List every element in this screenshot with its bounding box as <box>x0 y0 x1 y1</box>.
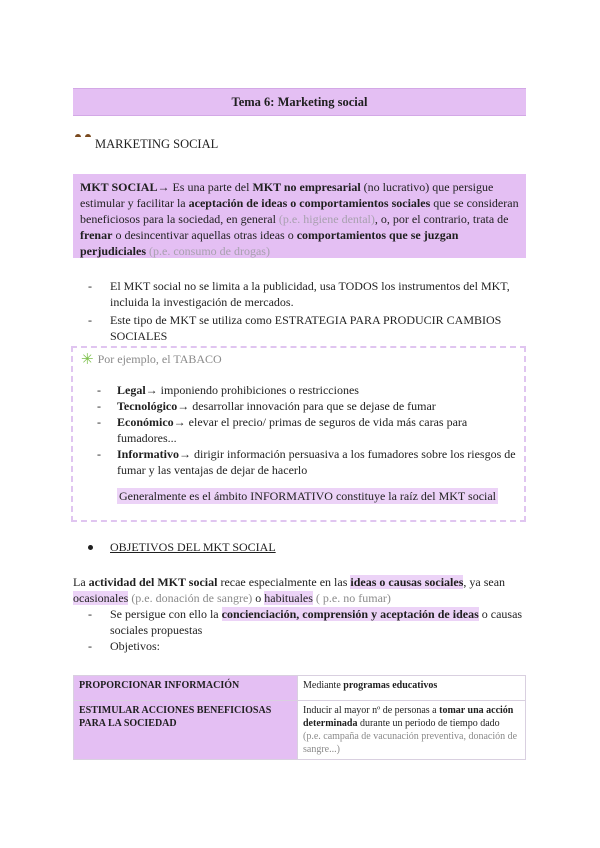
definition-bold: comportamientos que se juzgan perjudiciales <box>80 228 459 258</box>
definition-bold: aceptación de ideas o comportamientos sociales <box>188 196 431 210</box>
list-item-text: Este tipo de MKT se utiliza como ESTRATEGIA PARA PRODUCIR CAMBIOS SOCIALES <box>110 313 502 343</box>
text: Objetivos: <box>110 639 160 653</box>
section-heading <box>73 134 218 154</box>
item-text: → imponiendo prohibiciones o restricciones <box>145 383 359 397</box>
table-cell-label: ESTIMULAR ACCIONES BENEFICIOSAS PARA LA SOCIEDAD <box>74 701 298 760</box>
objectives-heading <box>88 540 276 555</box>
people-icon <box>73 134 93 154</box>
page-title-text: Tema 6: Marketing social <box>231 94 368 109</box>
definition-bold: frenar <box>80 228 113 242</box>
list-item: - Tecnológico→ desarrollar innovación para que se dejase de fumar <box>97 399 436 413</box>
item-term: Económico <box>117 415 174 429</box>
definition-example: (p.e. higiene dental) <box>278 212 375 226</box>
objectives-table <box>73 675 526 760</box>
text: o causas sociales propuestas <box>110 607 523 637</box>
example-text: (p.e. campaña de vacunación preventiva, donación de sangre...) <box>303 731 518 755</box>
highlighted-text: habituales <box>264 591 313 605</box>
text: o <box>252 591 265 605</box>
text: Mediante <box>303 680 344 691</box>
list-item: - Económico→ elevar el precio/ primas de seguros de vida más caras para fumadores... <box>97 415 468 445</box>
item-text: → dirigir información persuasiva a los fumadores sobre los riesgos de fumar y las ventajas de dejar de hacerlo <box>117 447 516 477</box>
list-item: - Informativo→ dirigir información persuasiva a los fumadores sobre los riesgos de fumar y las ventajas de dejar de hacerlo <box>97 447 516 477</box>
definition-bold: MKT no empresarial <box>252 180 361 194</box>
example-box <box>71 346 526 522</box>
section-heading-text: MARKETING SOCIAL <box>95 136 219 151</box>
bold-text: actividad del MKT social <box>88 575 218 589</box>
list-item: - Legal→ imponiendo prohibiciones o restricciones <box>97 383 359 397</box>
activity-text <box>73 574 533 606</box>
definition-text: → Es una parte del <box>157 180 253 194</box>
list-item: - El MKT social no se limita a la publicidad, usa TODOS los instrumentos del MKT, incluida la investigación de mercados. <box>88 279 510 309</box>
item-text: → desarrollar innovación para que se dejase de fumar <box>177 399 436 413</box>
text: durante un periodo de tiempo dado <box>357 718 500 729</box>
definition-text: o desincentivar aquellas otras ideas o <box>112 228 297 242</box>
definition-example: (p.e. consumo de drogas) <box>149 244 270 258</box>
highlighted-text: concienciación, comprensión y aceptación de ideas <box>221 607 479 621</box>
item-term: Tecnológico <box>117 399 178 413</box>
sparkle-icon: ✳ <box>81 351 94 368</box>
text: La <box>73 575 89 589</box>
example-heading-text: Por ejemplo, el TABACO <box>97 352 222 366</box>
sub-points <box>73 606 533 654</box>
objectives-heading-text: OBJETIVOS DEL MKT SOCIAL <box>110 540 276 554</box>
highlighted-text: ideas o causas sociales <box>350 575 464 589</box>
definition-text: que se consideran beneficiosos para la sociedad, en general <box>80 196 519 226</box>
item-term: Legal <box>117 383 146 397</box>
points-list <box>88 278 518 344</box>
list-item-text: El MKT social no se limita a la publicidad, usa TODOS los instrumentos del MKT, incluida la investigación de mercados. <box>110 279 510 309</box>
example-conclusion: Generalmente es el ámbito INFORMATIVO constituye la raíz del MKT social <box>119 489 497 503</box>
text: recae especialmente en las <box>217 575 351 589</box>
list-item: - Este tipo de MKT se utiliza como ESTRATEGIA PARA PRODUCIR CAMBIOS SOCIALES <box>88 313 502 343</box>
example-list <box>97 382 522 478</box>
text: , ya sean <box>463 575 506 589</box>
definition-text: (no lucrativo) que persigue estimular y facilitar la <box>80 180 494 210</box>
example-heading <box>81 352 222 367</box>
definition-text: , o, por el contrario, trata de <box>374 212 509 226</box>
table-row <box>74 701 526 760</box>
table-cell-value <box>298 676 526 701</box>
page-title <box>73 88 526 116</box>
example-text: ( p.e. no fumar) <box>312 591 391 605</box>
text: Inducir al mayor nº de personas a <box>303 705 440 716</box>
item-text: → elevar el precio/ primas de seguros de vida más caras para fumadores... <box>117 415 468 445</box>
list-item: - Objetivos: <box>88 639 160 653</box>
list-item: - Se persigue con ello la concienciación, comprensión y aceptación de ideas o causas sociales propuestas <box>88 607 523 637</box>
bold-text: programas educativos <box>343 680 438 691</box>
item-term: Informativo <box>117 447 179 461</box>
highlighted-text: ocasionales <box>73 591 129 605</box>
bullet-icon <box>88 545 93 550</box>
text: Se persigue con ello la <box>110 607 222 621</box>
activity-paragraph <box>73 574 533 654</box>
table-row <box>74 676 526 701</box>
example-text: (p.e. donación de sangre) <box>128 591 253 605</box>
bold-text: tomar una acción determinada <box>303 705 514 729</box>
table-cell-label: PROPORCIONAR INFORMACIÓN <box>74 676 298 701</box>
definition-box <box>73 174 526 258</box>
definition-term: MKT SOCIAL <box>80 180 158 194</box>
table-cell-value <box>298 701 526 760</box>
